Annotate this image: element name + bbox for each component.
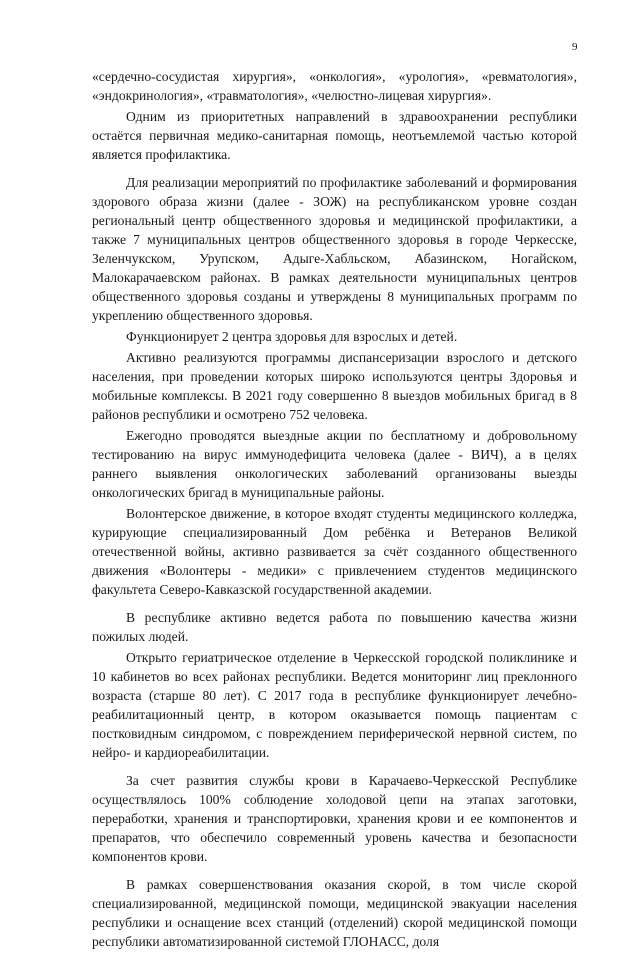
paragraph-10: За счет развития службы крови в Карачаево-Черкесской Республике осуществлялось 100% соблюдение холодовой цепи на этапах заготовки, переработки, хранения и транспортировки, хранения крови и ее компонентов и препаратов, что обеспечило современный уровень качества и безопасности компонентов крови. <box>92 773 577 864</box>
paragraph-11: В рамках совершенствования оказания скорой, в том числе скорой специализированной, медицинской помощи, медицинской эвакуации населения республики и оснащение всех станций (отделений) скорой медицинской помощи республики автоматизированной системой ГЛОНАСС, доля <box>92 877 577 949</box>
document-body <box>92 67 577 953</box>
page-number: 9 <box>572 41 578 53</box>
paragraph-3: Для реализации мероприятий по профилактике заболеваний и формирования здорового образа жизни (далее - ЗОЖ) на республиканском уровне создан региональный центр общественного здоровья и медицинской профилактики, а также 7 муниципальных центров общественного здоровья в городе Черкесске, Зеленчукском, Урупском, Адыге-Хабльском, Абазинском, Ногайском, Малокарачаевском районах. В рамках деятельности муниципальных центров общественного здоровья созданы и утверждены 8 муниципальных программ по укреплению общественного здоровья. <box>92 175 577 323</box>
paragraph-7: Волонтерское движение, в которое входят студенты медицинского колледжа, курирующие специализированный Дом ребёнка и Ветеранов Великой отечественной войны, активно развивается за счёт созданного общественного движения «Волонтеры - медики» с привлечением студентов медицинского факультета Северо-Кавказской государственной академии. <box>92 506 577 597</box>
paragraph-1: «сердечно-сосудистая хирургия», «онкология», «урология», «ревматология», «эндокринология», «травматология», «челюстно-лицевая хирургия». <box>92 69 577 103</box>
paragraph-9: Открыто гериатрическое отделение в Черкесской городской поликлинике и 10 кабинетов во всех районах республики. Ведется мониторинг лиц преклонного возраста (старше 80 лет). С 2017 года в республике функционирует лечебно-реабилитационный центр, в котором оказывается помощь пациентам с постковидным синдромом, с повреждением периферической нервной систем, по нейро- и кардиореабилитации. <box>92 650 577 760</box>
paragraph-4: Функционирует 2 центра здоровья для взрослых и детей. <box>126 329 458 344</box>
paragraph-5: Активно реализуются программы диспансеризации взрослого и детского населения, при проведении которых широко используются центры Здоровья и мобильные комплексы. В 2021 году совершенно 8 выездов мобильных бригад в 8 районов республики и осмотрено 752 человека. <box>92 350 577 422</box>
paragraph-6: Ежегодно проводятся выездные акции по бесплатному и добровольному тестированию на вирус иммунодефицита человека (далее - ВИЧ), а в целях раннего выявления онкологических заболеваний организованы выезды онкологических бригад в муниципальные районы. <box>92 428 577 500</box>
paragraph-8: В республике активно ведется работа по повышению качества жизни пожилых людей. <box>92 610 577 644</box>
paragraph-2: Одним из приоритетных направлений в здравоохранении республики остаётся первичная медико-санитарная помощь, неотъемлемой частью которой является профилактика. <box>92 109 577 162</box>
